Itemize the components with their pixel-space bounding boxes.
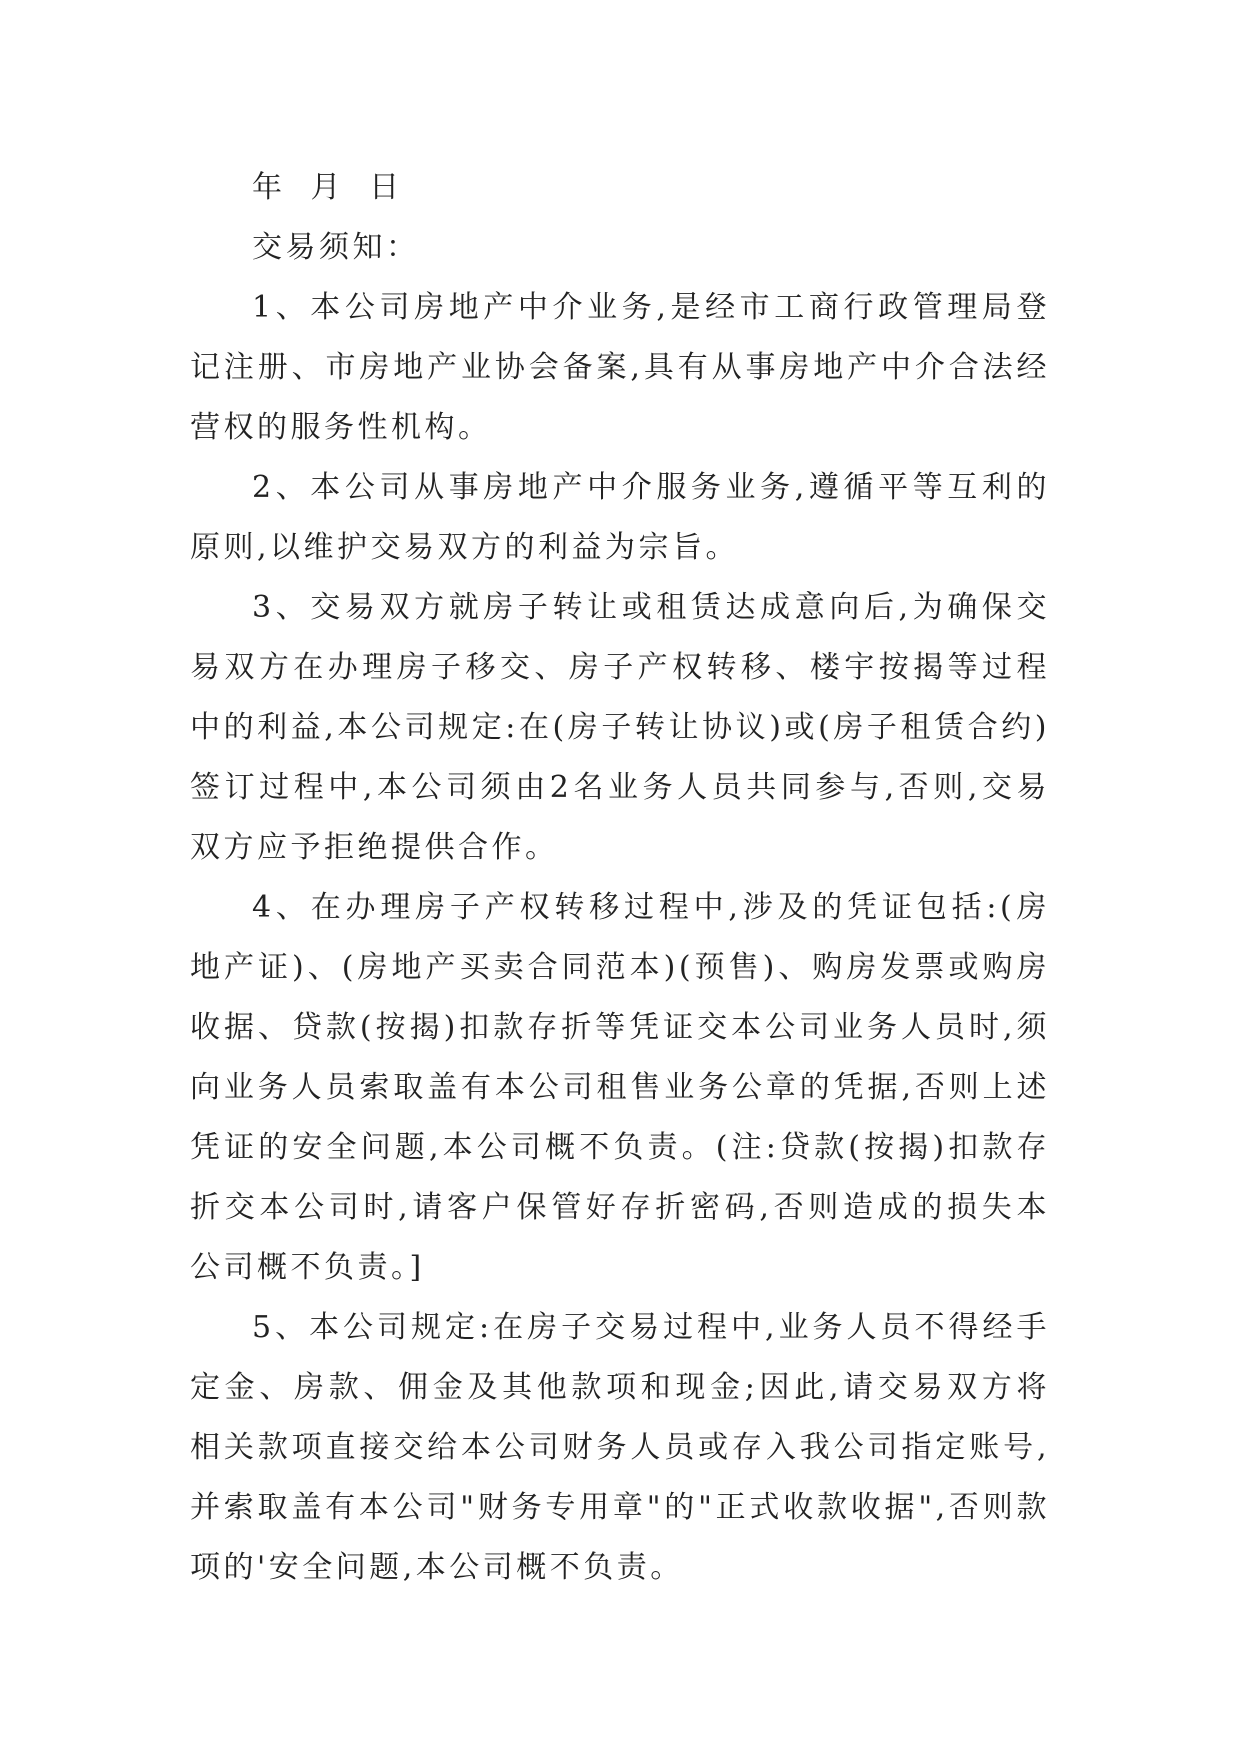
clause-5: 5、本公司规定:在房子交易过程中,业务人员不得经手定金、房款、佣金及其他款项和现金;因此,请交易双方将相关款项直接交给本公司财务人员或存入我公司指定账号,并索取盖有本公司"财务专用章"的"正式收款收据",否则款项的'安全问题,本公司概不负责。 bbox=[190, 1310, 1050, 1585]
clause-2: 2、本公司从事房地产中介服务业务,遵循平等互利的原则,以维护交易双方的利益为宗旨。 bbox=[190, 470, 1050, 565]
notice-heading: 交易须知： bbox=[252, 230, 420, 265]
document-body bbox=[190, 158, 1050, 1598]
clause-4: 4、在办理房子产权转移过程中,涉及的凭证包括:(房地产证)、(房地产买卖合同范本)(预售)、购房发票或购房收据、贷款(按揭)扣款存折等凭证交本公司业务人员时,须向业务人员索取盖有本公司租售业务公章的凭据,否则上述凭证的安全问题,本公司概不负责。(注:贷款(按揭)扣款存折交本公司时,请客户保管好存折密码,否则造成的损失本公司概不负责。] bbox=[190, 890, 1050, 1285]
clause-3: 3、交易双方就房子转让或租赁达成意向后,为确保交易双方在办理房子移交、房子产权转移、楼宇按揭等过程中的利益,本公司规定:在(房子转让协议)或(房子租赁合约)签订过程中,本公司须由2名业务人员共同参与,否则,交易双方应予拒绝提供合作。 bbox=[190, 590, 1050, 865]
date-line: 年 月 日 bbox=[252, 170, 403, 205]
clause-1: 1、本公司房地产中介业务,是经市工商行政管理局登记注册、市房地产业协会备案,具有从事房地产中介合法经营权的服务性机构。 bbox=[190, 290, 1050, 445]
